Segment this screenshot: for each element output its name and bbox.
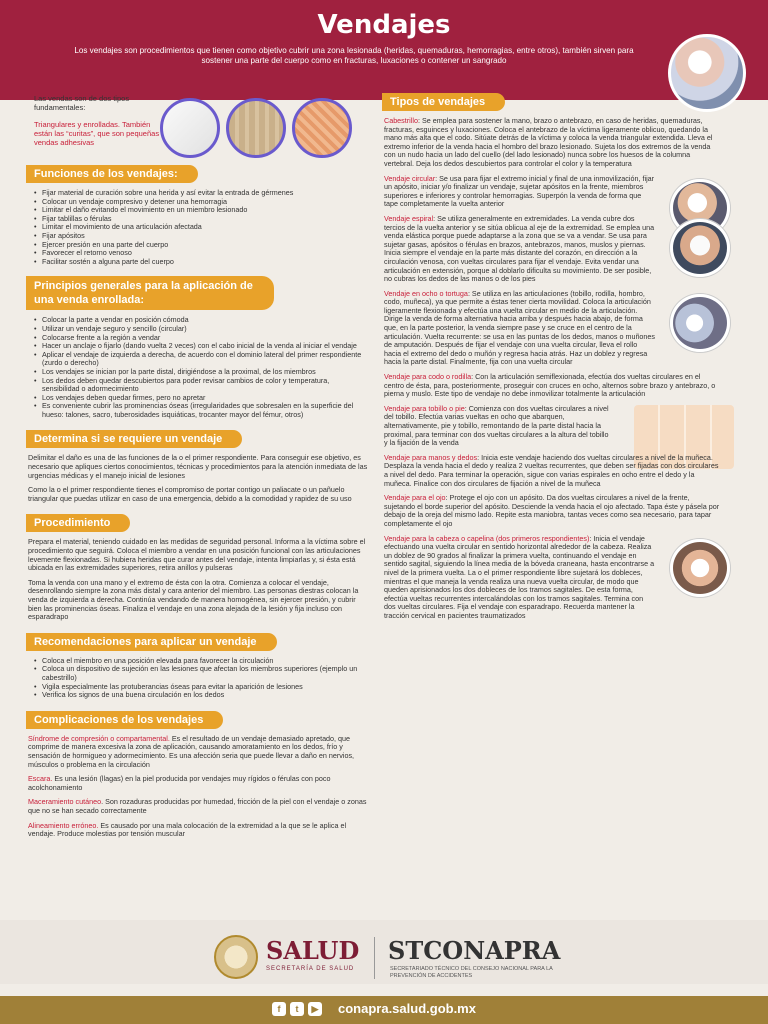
facebook-icon[interactable]: f bbox=[272, 1002, 286, 1016]
page-intro: Los vendajes son procedimientos que tienen como objetivo cubrir una zona lesionada (heridas, quemaduras, hemorragias, entre otros), también sirven para sostener una parte del cuerpo como en fracturas, luxaciones o contener un sangrado bbox=[74, 46, 634, 65]
bandage-type-name: Cabestrillo bbox=[384, 116, 418, 125]
list-item: • Fijar material de curación sobre una herida y así evitar la entrada de gérmenes bbox=[34, 189, 368, 198]
bandage-type-name: Vendaje para tobillo o pie bbox=[384, 403, 465, 413]
mexico-seal-logo bbox=[214, 935, 258, 979]
list-item: • Facilitar sostén a alguna parte del cuerpo bbox=[34, 258, 368, 267]
list-item: • Fijar tablillas o férulas bbox=[34, 215, 368, 224]
list-item: • Coloca un dispositivo de sujeción en las lesiones que afectan los miembros superiores (ejemplo un cabestrillo) bbox=[34, 665, 368, 682]
complication-name: Síndrome de compresión o compartamental. bbox=[28, 733, 170, 743]
bandage-type-name: Vendaje circular bbox=[384, 173, 436, 183]
intro-text: Las vendas son de dos tipos fundamentales: bbox=[34, 94, 130, 112]
tipos-list bbox=[384, 117, 720, 620]
section-title: Determina si se requiere un vendaje bbox=[26, 430, 242, 448]
bandage-type-text: : Se usa para fijar el extremo inicial y final de una inmovilización, fijar un apósito, iniciar y/o finalizar un vendaje, sujetar apósitos en la frente, miembros superiores e inferiores y controlar hemorragias. Superpón la venda de forma que tape completamente la vuelta anterior bbox=[384, 173, 655, 209]
list-item: • Hacer un anclaje o fijarlo (dando vuelta 2 veces) con el cabo inicial de la venda al iniciar el vendaje bbox=[34, 342, 368, 351]
complication-text: . Son rozaduras producidas por humedad, fricción de la piel con el vendaje o zonas que no se han secado correctamente bbox=[28, 797, 367, 815]
procedimiento-section bbox=[28, 513, 368, 621]
right-column bbox=[384, 92, 720, 620]
procedimiento-paragraph-2: Toma la venda con una mano y el extremo de ésta con la otra. Comienza a colocar el vendaje, desenrollando siempre la zona más distal y cara anterior del miembro. Las personas diestras colocan la venda de izquierda a derecha. Continúa vendando de manera homogénea, sin ejercer presión, y cubrir bien las prominencias óseas. Finaliza el vendaje en una zona alejada de la lesión y fija incluso con esparadrapo bbox=[28, 577, 359, 622]
bandage-type-name: Vendaje para la cabeza o capelina (dos primeros respondientes) bbox=[384, 533, 590, 543]
principios-list bbox=[28, 316, 368, 419]
logo-divider bbox=[374, 937, 375, 979]
bandage-type-item bbox=[384, 215, 720, 284]
list-item: • Colocar la parte a vendar en posición cómoda bbox=[34, 316, 368, 325]
bandage-type-item bbox=[384, 117, 720, 169]
list-item: • Vigila especialmente las protuberancias óseas para evitar la aparición de lesiones bbox=[34, 683, 368, 692]
complication-item bbox=[28, 822, 368, 839]
list-item: • Utilizar un vendaje seguro y sencillo (circular) bbox=[34, 325, 368, 334]
complication-item bbox=[28, 798, 368, 815]
bandage-type-item bbox=[384, 373, 720, 399]
list-item: • Es conveniente cubrir las prominencias óseas (irregularidades que sobresalen en la superficie del hueso: talones, sacro, tuberosidades isquiáticas, trocanter mayor del fémur, otros) bbox=[34, 402, 368, 419]
left-column bbox=[28, 92, 368, 849]
bandage-type-photo bbox=[670, 219, 730, 277]
bandage-type-name: Vendaje para manos y dedos bbox=[384, 452, 478, 462]
list-item: • Verifica los signos de una buena circulación en los dedos bbox=[34, 691, 368, 700]
list-item: • Fijar apósitos bbox=[34, 232, 368, 241]
determina-paragraph-1: Delimitar el daño es una de las funciones de la o el primer respondiente. Para conseguir ese objetivo, es necesario que apliques ciertos conocimientos, técnicas y procedimientos para la atención inmediata de las urgencias médicas y el manejo inicial de lesiones bbox=[28, 453, 368, 480]
adhesive-bandage-image bbox=[292, 98, 352, 158]
bandage-type-photo bbox=[670, 294, 730, 352]
funciones-section bbox=[28, 164, 368, 266]
bandage-type-text: : Comienza con dos vueltas circulares a nivel del tobillo. Efectúa varias vueltas en ocho que abarquen, alternativamente, pie y tobillo, remontando de la parte distal hacia la proximal, para terminar con dos vueltas circulares a la altura del tobillo y la fijación de la venda bbox=[384, 403, 609, 448]
bandage-type-name: Vendaje para codo o rodilla bbox=[384, 372, 472, 382]
recomendaciones-list bbox=[28, 657, 368, 700]
complication-name: Escara. bbox=[28, 774, 53, 784]
procedimiento-paragraph-1: Prepara el material, teniendo cuidado en las medidas de seguridad personal. Informa a la víctima sobre el procedimiento que seguirá. Coloca el miembro a vendar en una posición funcional con las articulaciones levemente flexionadas. Si hubiera heridas que curar antes del vendaje, intenta limpiarlas y, si ésta está ubicada en las extremidades superiores, retira anillos y pulseras bbox=[28, 537, 366, 573]
website-link[interactable]: conapra.salud.gob.mx bbox=[338, 1001, 476, 1016]
funciones-list bbox=[28, 189, 368, 266]
complication-item bbox=[28, 775, 368, 792]
principios-section bbox=[28, 276, 368, 419]
bandage-type-text: : Inicia el vendaje efectuando una vuelta circular en sentido horizontal alrededor de la cabeza. Realiza un doblez de 90 grados al finalizar la primera vuelta, continuando el vendaje en sentido sagital, siguiendo la línea media de la bóveda craneana, hasta encontrarse a nivel de la primera vuelta. La o el primer respondiente libre sujetará los dobleces, mientras el que maneja la venda realiza una nueva vuelta circular, de modo que queden aprisionados los dos dobleces de los tramos sagitales. De esta forma, efectúa vueltas recurrentes intercalándolas con los tramos sagitales. Termina con dos vueltas circulares. Fija el vendaje con esparadrapo. Recuerda mantener la tracción cervical en pacientes traumatizados bbox=[384, 533, 655, 620]
list-item: • Coloca el miembro en una posición elevada para favorecer la circulación bbox=[34, 657, 368, 666]
page-title: Vendajes bbox=[317, 10, 451, 40]
list-item: • Ejercer presión en una parte del cuerpo bbox=[34, 241, 368, 250]
bandage-type-item bbox=[384, 494, 720, 528]
twitter-icon[interactable]: t bbox=[290, 1002, 304, 1016]
bandage-types-intro bbox=[28, 92, 368, 164]
section-title: Tipos de vendajes bbox=[382, 93, 505, 111]
bandage-type-name: Vendaje para el ojo bbox=[384, 493, 446, 503]
determina-paragraph-2: Como la o el primer respondiente tienes el compromiso de portar contigo un paliacate o un pañuelo triangular que puedas utilizar en caso de una emergencia, debido a la comodidad y rapidez de su uso bbox=[28, 485, 352, 503]
youtube-icon[interactable]: ▶ bbox=[308, 1002, 322, 1016]
list-item: • Colocar un vendaje compresivo y detener una hemorragia bbox=[34, 198, 368, 207]
list-item: • Limitar el daño evitando el movimiento en un miembro lesionado bbox=[34, 206, 368, 215]
section-title: Principios generales para la aplicación de una venda enrollada: bbox=[26, 276, 274, 310]
list-item: • Limitar el movimiento de una articulación afectada bbox=[34, 223, 368, 232]
bandage-type-text: : Con la articulación semiflexionada, efectúa dos vueltas circulares en el centro de ésta, para, posteriormente, proseguir con cruces en ocho, alternos sobre brazo y antebrazo, o pierna y muslo. Este tipo de vendaje no debe inmovilizar totalmente la articulación bbox=[384, 372, 716, 399]
rolled-bandage-image bbox=[226, 98, 286, 158]
social-icons bbox=[272, 1002, 322, 1016]
intro-red-text: Triangulares y enrolladas. También están las “curitas”, que son pequeñas vendas adhesivas bbox=[34, 120, 160, 147]
stconapra-subtitle: SECRETARIADO TÉCNICO DEL CONSEJO NACIONAL PARA LA PREVENCIÓN DE ACCIDENTES bbox=[390, 966, 553, 979]
header bbox=[0, 0, 768, 100]
salud-subtitle: SECRETARÍA DE SALUD bbox=[266, 966, 355, 972]
bandage-type-item bbox=[384, 405, 720, 448]
list-item: • Colocarse frente a la región a vendar bbox=[34, 334, 368, 343]
salud-logo: SALUD bbox=[266, 936, 360, 965]
bandage-type-text: : Inicia este vendaje haciendo dos vueltas circulares a nivel de la muñeca. Desplaza la venda hacia el dedo y realiza 2 vueltas recurrentes, que deben ser fijadas con dos circulares a nivel del dedo. Para terminar la operación, sigue con varias espirales en ocho entre el dedo y la muñeca. Finalice con dos circulares de fijación a nivel de la muñeca bbox=[384, 452, 719, 488]
list-item: • Aplicar el vendaje de izquierda a derecha, de acuerdo con el dominio lateral del primer respondiente (zurdo o derecho) bbox=[34, 351, 368, 368]
recomendaciones-section bbox=[28, 632, 368, 700]
section-title: Procedimiento bbox=[26, 514, 130, 532]
list-item: • Favorecer el retorno venoso bbox=[34, 249, 368, 258]
bandage-type-item bbox=[384, 454, 720, 488]
bandage-type-text: : Se utiliza en las articulaciones (tobillo, rodilla, hombro, codo, muñeca), ya que permite a éstas tener cierta movilidad. Coloca la articulación ligeramente flexionada y efectúa una vuelta circular en medio de la articulación. Dirige la venda de forma alternativa hacia arriba y después hacia abajo, de forma que, en la parte posterior, la venda siempre pase y se cruce en el centro de la articulación. Vuelta recurrente: se usa en las puntas de los dedos, manos o muñones de amputación. Después de fijar el vendaje con una vuelta circular, lleva el rollo hacia el extremo del dedo o muñón y regresa hacia atrás. Haz un doblez y regresa hacia la parte distal. Finalmente, fija con una vuelta circular bbox=[384, 288, 656, 367]
complicaciones-section bbox=[28, 710, 368, 839]
bandage-type-name: Vendaje espiral bbox=[384, 213, 434, 223]
bandage-type-photo bbox=[670, 539, 730, 597]
section-title: Complicaciones de los vendajes bbox=[26, 711, 223, 729]
complication-item bbox=[28, 735, 368, 769]
bandage-type-item bbox=[384, 290, 720, 367]
footer-logos bbox=[0, 920, 768, 984]
bandage-type-text: : Se emplea para sostener la mano, brazo o antebrazo, en caso de heridas, quemaduras, fracturas, esguinces y luxaciones. Coloca el antebrazo de la víctima ligeramente oblicuo, quedando la mano más alta que el codo. Sitúate detrás de la víctima y coloca la venda triangular extendida. Lleva el extremo inferior de la venda hacia el hombro del brazo lesionado. Sujeta los dos extremos de la venda con un nudo hacia un lado del cuello (del lado lesionado) nunca sobre los huesos de la columna vertebral. Deja los dedos descubiertos para controlar el color y la temperatura bbox=[384, 116, 713, 168]
section-title: Funciones de los vendajes: bbox=[26, 165, 198, 183]
bandage-type-text: : Se utiliza generalmente en extremidades. La venda cubre dos tercios de la vuelta anterior y se sitúa oblicua al eje de la extremidad. Se emplea una venda elástica porque puede adaptarse a la zona que se va a vendar. Se usa para sujetar gasas, apósitos o férulas en brazos, antebrazos, manos, muslos y piernas. Inicia siempre el vendaje en la parte más distante del corazón, en dirección a la circulación venosa, con vueltas circulares para fijar el vendaje. Evita vendar una articulación en extensión, porque al doblarlo dificulta su movimiento. De ser posible, no cubras los dedos de las manos o de los pies bbox=[384, 213, 655, 284]
bandage-type-name: Vendaje en ocho o tortuga bbox=[384, 288, 468, 298]
complication-text: Es el resultado de un vendaje demasiado apretado, que comprime de manera excesiva la zona de aplicación, causando amoratamiento en los dedos, frío y sensación de hormigueo y adormecimiento. Es una afección seria que puede llevar a daño en nervios, músculos o problema en la circulación bbox=[28, 733, 355, 769]
list-item: • Los vendajes deben quedar firmes, pero no apretar bbox=[34, 394, 368, 403]
determina-section bbox=[28, 429, 368, 503]
complication-name: Maceramiento cutáneo bbox=[28, 797, 102, 807]
stconapra-logo: STCONAPRA bbox=[388, 936, 561, 965]
list-item: • Los vendajes se inician por la parte distal, dirigiéndose a la proximal, de los miembros bbox=[34, 368, 368, 377]
bandage-type-item bbox=[384, 535, 720, 621]
complicaciones-list bbox=[28, 735, 368, 839]
bandage-type-text: : Protege el ojo con un apósito. Da dos vueltas circulares a nivel de la frente, sujetando el borde superior del apósito. Desciende la venda hacia el ojo afectado. Tapa éste y pásela por debajo de la oreja del mismo lado. Repite esta maniobra, tantas veces como sea necesario, para tapar completamente el ojo bbox=[384, 493, 720, 528]
triangular-bandage-image bbox=[160, 98, 220, 158]
complication-name: Alineamiento erróneo. bbox=[28, 820, 99, 830]
complication-text: Es una lesión (llagas) en la piel producida por vendajes muy rígidos o férulas con poco acolchonamiento bbox=[28, 774, 331, 792]
bandage-type-item bbox=[384, 175, 720, 209]
complication-text: Es causado por una mala colocación de la extremidad a la que se le aplica el vendaje. Produce molestias por tensión muscular bbox=[28, 820, 347, 839]
list-item: • Los dedos deben quedar descubiertos para poder revisar cambios de color y temperatura, sensibilidad o adormecimiento bbox=[34, 377, 368, 394]
section-title: Recomendaciones para aplicar un vendaje bbox=[26, 633, 277, 651]
